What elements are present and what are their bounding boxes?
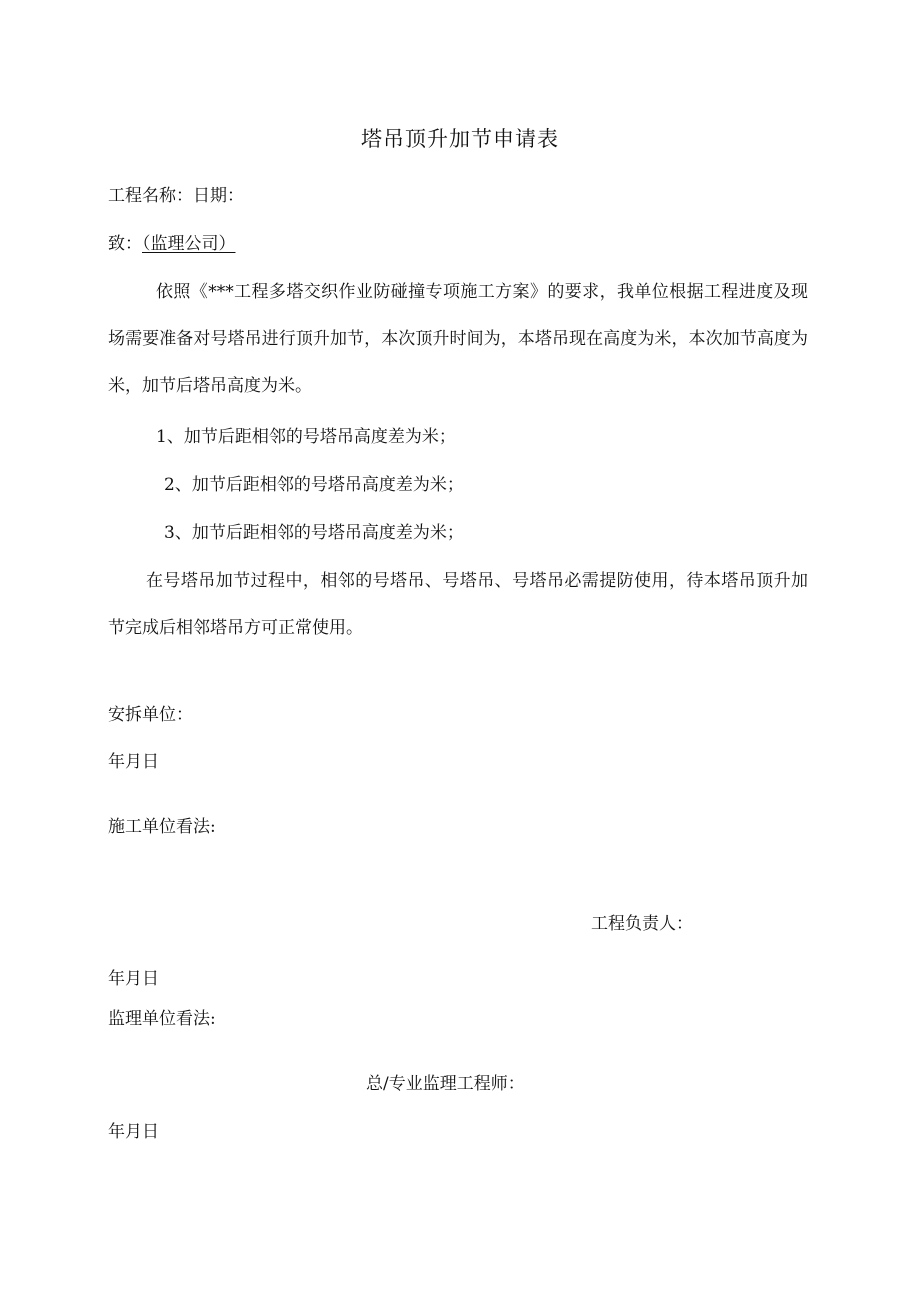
supervisor-signatory: 总/专业监理工程师： [366, 1074, 525, 1094]
addressee-recipient: （监理公司） [142, 234, 236, 254]
list-item-2: 2、加节后距相邻的号塔吊高度差为米； [164, 475, 464, 495]
installer-label: 安拆单位： [108, 705, 193, 725]
addressee-line [108, 233, 236, 255]
closing-paragraph: 在号塔吊加节过程中，相邻的号塔吊、号塔吊、号塔吊必需提防使用，待本塔吊顶升加节完成后相邻塔吊方可正常使用。 [108, 571, 808, 638]
addressee-prefix: 致： [108, 234, 142, 254]
installer-date: 年月日 [108, 752, 159, 772]
contractor-date: 年月日 [108, 969, 159, 989]
list-item-3: 3、加节后距相邻的号塔吊高度差为米； [164, 523, 464, 543]
project-date-line: 工程名称：日期： [108, 186, 244, 206]
intro-paragraph: 依照《***工程多塔交织作业防碰撞专项施工方案》的要求，我单位根据工程进度及现场需要准备对号塔吊进行顶升加节，本次顶升时间为，本塔吊现在高度为米，本次加节高度为米，加节后塔吊高度为米。 [108, 282, 808, 396]
list-item-1: 1、加节后距相邻的号塔吊高度差为米； [156, 427, 456, 447]
page-title: 塔吊顶升加节申请表 [361, 127, 559, 151]
contractor-opinion-label: 施工单位看法: [108, 817, 216, 837]
contractor-signatory: 工程负责人： [591, 914, 693, 934]
supervisor-opinion-label: 监理单位看法: [108, 1009, 216, 1029]
supervisor-date: 年月日 [108, 1122, 159, 1142]
